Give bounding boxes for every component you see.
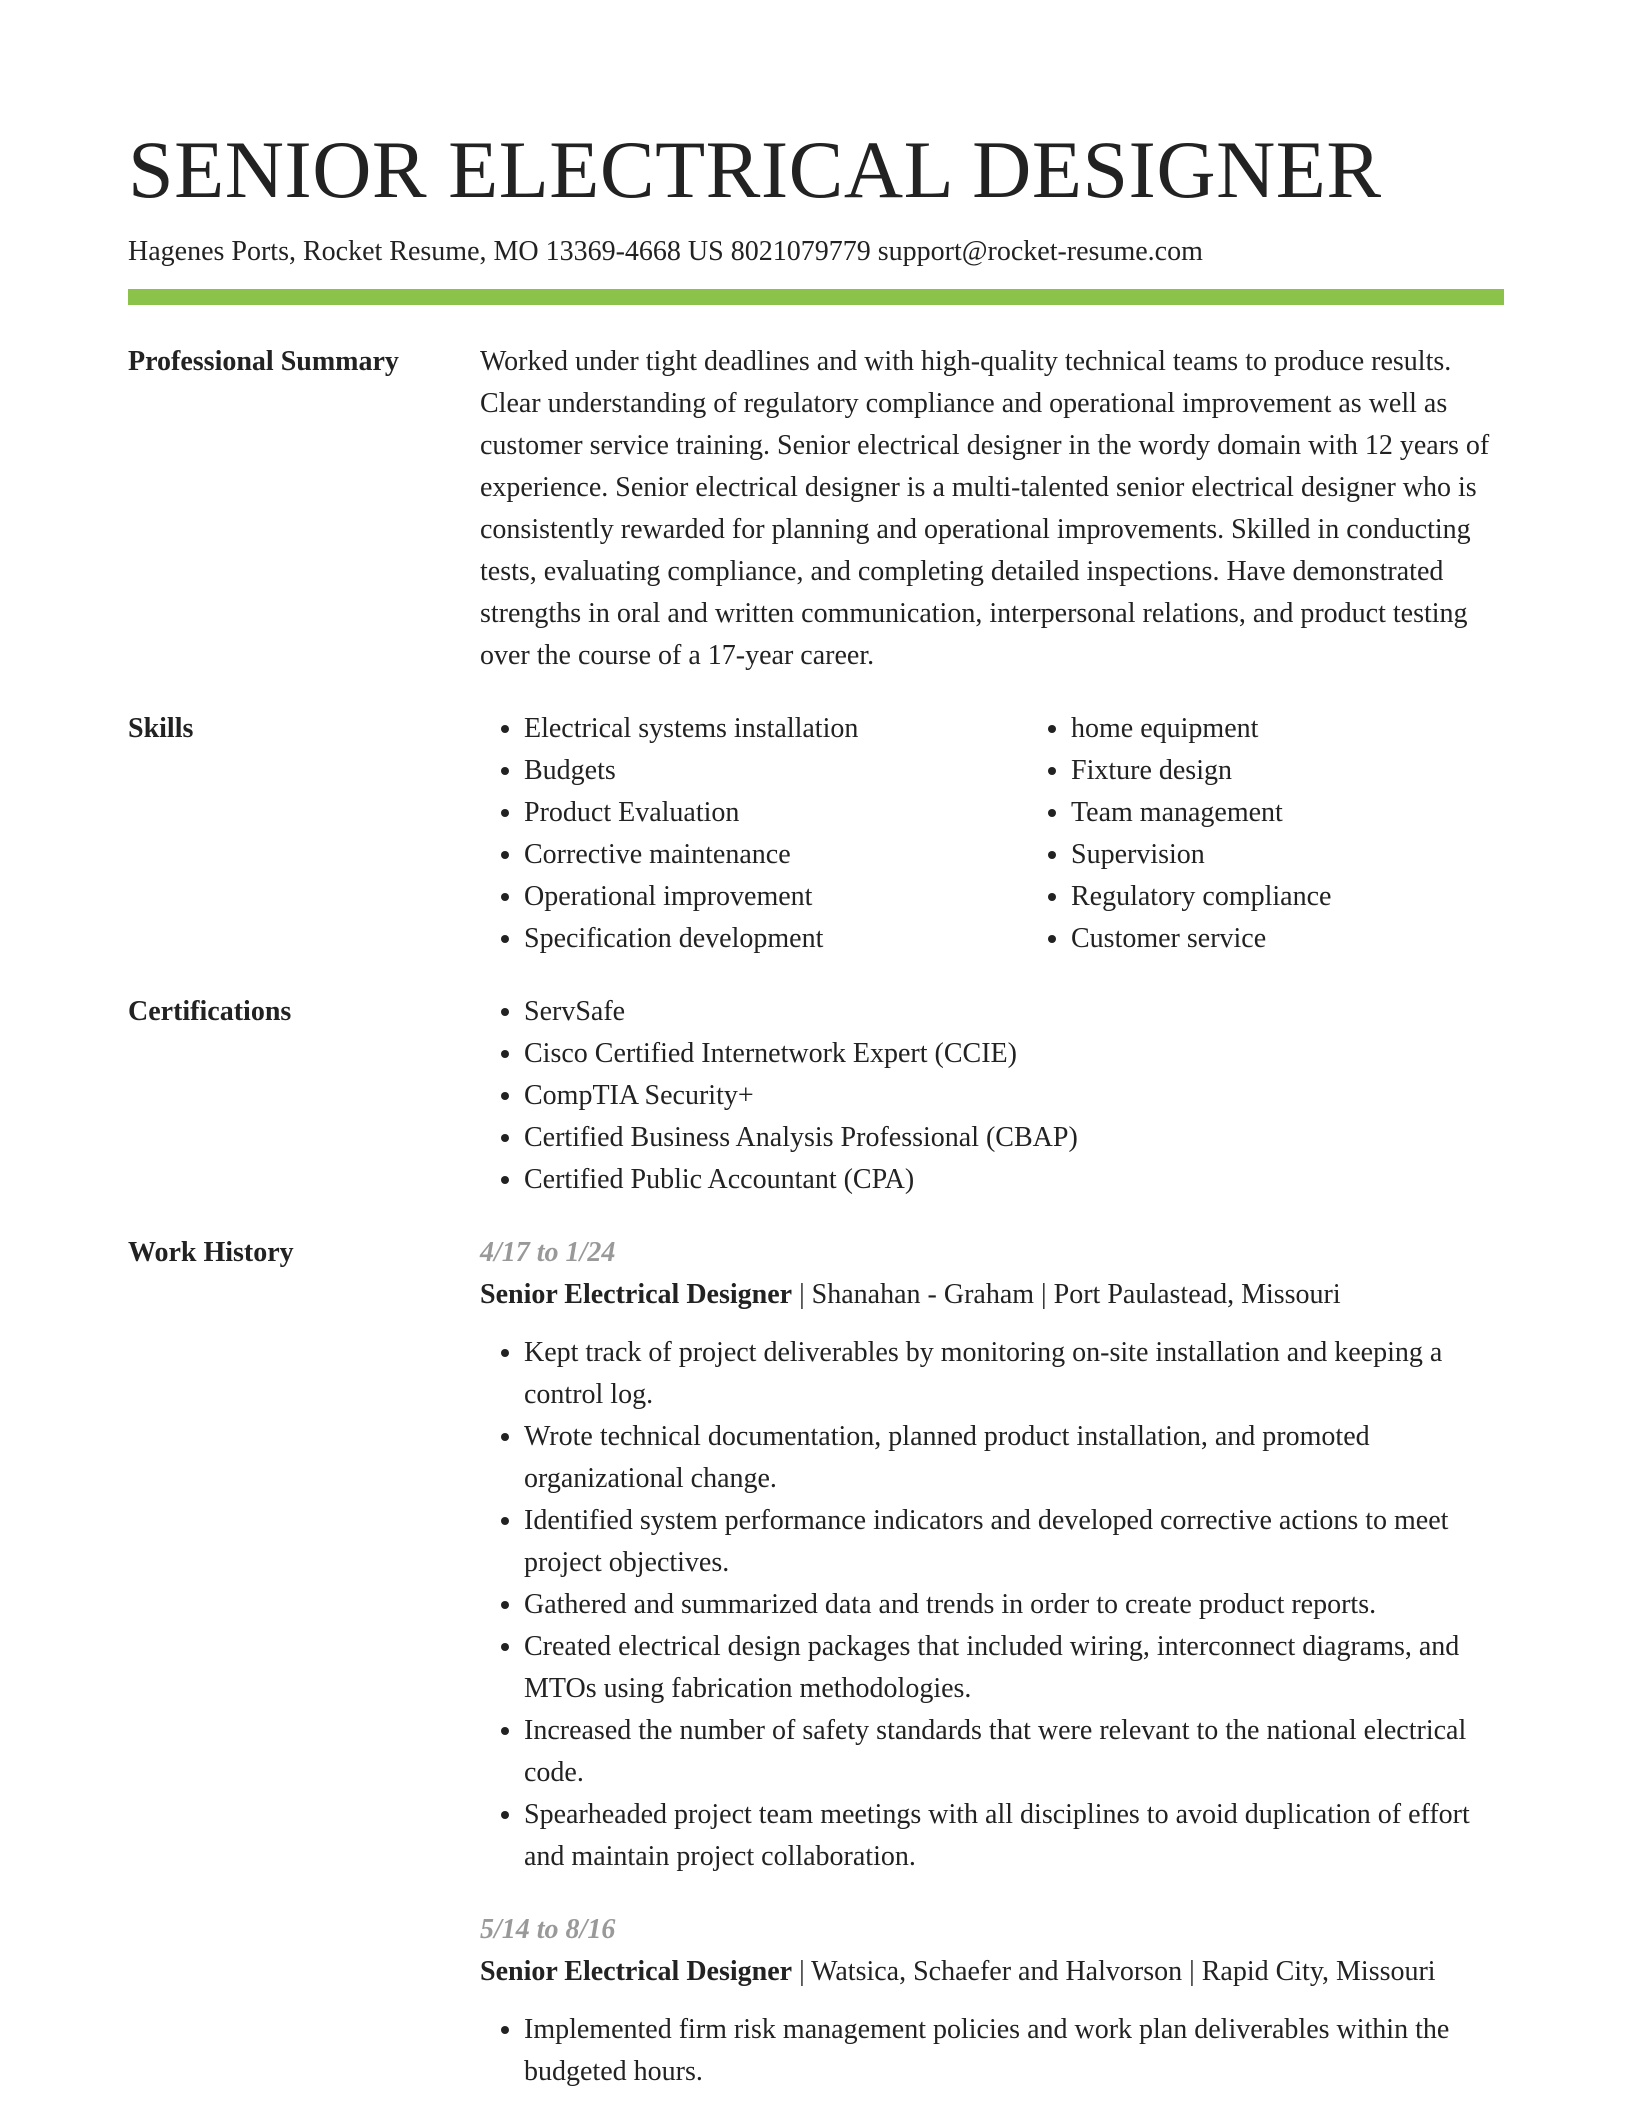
skills-section [128, 708, 1504, 960]
section-label-skills: Skills [128, 713, 194, 744]
skill-item: • home equipment [1071, 708, 1574, 750]
skill-item: • Customer service [1071, 918, 1574, 960]
certification-item: • ServSafe [524, 991, 1504, 1033]
skill-item: • Operational improvement [524, 876, 1027, 918]
job-bullet: • Wrote technical documentation, planned product installation, and promoted organizational change. [524, 1416, 1504, 1500]
job-entry [480, 1909, 1504, 2093]
job-bullet: • Implemented firm risk management policies and work plan deliverables within the budgeted hours. [524, 2009, 1504, 2093]
resume-page [128, 118, 1504, 2093]
skills-list-left [480, 708, 1027, 960]
section-label-certifications: Certifications [128, 996, 292, 1027]
job-bullet: • Spearheaded project team meetings with all disciplines to avoid duplication of effort and maintain project collaboration. [524, 1794, 1504, 1878]
job-title: Senior Electrical Designer [480, 1956, 793, 1987]
job-dates: 4/17 to 1/24 [480, 1237, 616, 1268]
job-bullets [480, 1332, 1504, 1878]
skill-item: • Regulatory compliance [1071, 876, 1574, 918]
certification-item: • Certified Public Accountant (CPA) [524, 1159, 1504, 1201]
summary-section [128, 341, 1504, 677]
skill-item: • Budgets [524, 750, 1027, 792]
job-bullets [480, 2009, 1504, 2093]
certification-item: • Certified Business Analysis Professional (CBAP) [524, 1117, 1504, 1159]
job-entry [480, 1232, 1504, 1878]
skill-item: • Specification development [524, 918, 1027, 960]
job-dates: 5/14 to 8/16 [480, 1914, 616, 1945]
job-bullet: • Identified system performance indicators and developed corrective actions to meet project objectives. [524, 1500, 1504, 1584]
section-label-summary: Professional Summary [128, 346, 399, 377]
work-history-section [128, 1232, 1504, 2093]
job-details: | Watsica, Schaefer and Halvorson | Rapid City, Missouri [792, 1956, 1436, 1987]
job-heading [480, 1951, 1504, 1993]
skill-item: • Product Evaluation [524, 792, 1027, 834]
job-bullet: • Created electrical design packages that included wiring, interconnect diagrams, and MTOs using fabrication methodologies. [524, 1626, 1504, 1710]
skill-item: • Fixture design [1071, 750, 1574, 792]
certification-item: • Cisco Certified Internetwork Expert (CCIE) [524, 1033, 1504, 1075]
job-details: | Shanahan - Graham | Port Paulastead, Missouri [792, 1279, 1341, 1310]
skill-item: • Team management [1071, 792, 1574, 834]
section-label-work-history: Work History [128, 1237, 294, 1268]
certification-item: • CompTIA Security+ [524, 1075, 1504, 1117]
summary-text: Worked under tight deadlines and with high-quality technical teams to produce results. Clear understanding of regulatory compliance and operational improvement as well as customer service training. Senior electrical designer in the wordy domain with 12 years of experience. Senior electrical designer is a multi-talented senior electrical designer who is consistently rewarded for planning and operational improvements. Skilled in conducting tests, evaluating compliance, and completing detailed inspections. Have demonstrated strengths in oral and written communication, interpersonal relations, and product testing over the course of a 17-year career. [480, 346, 1490, 671]
job-bullet: • Gathered and summarized data and trends in order to create product reports. [524, 1584, 1504, 1626]
header-divider [128, 289, 1504, 305]
skill-item: • Supervision [1071, 834, 1574, 876]
job-bullet: • Increased the number of safety standards that were relevant to the national electrical code. [524, 1710, 1504, 1794]
resume-title: SENIOR ELECTRICAL DESIGNER [128, 124, 1382, 215]
skills-list-right [1027, 708, 1574, 960]
job-bullet: • Kept track of project deliverables by monitoring on-site installation and keeping a control log. [524, 1332, 1504, 1416]
skill-item: • Electrical systems installation [524, 708, 1027, 750]
job-title: Senior Electrical Designer [480, 1279, 793, 1310]
certifications-list [480, 991, 1504, 1201]
skill-item: • Corrective maintenance [524, 834, 1027, 876]
certifications-section [128, 991, 1504, 1201]
job-heading [480, 1274, 1504, 1316]
contact-line: Hagenes Ports, Rocket Resume, MO 13369-4668 US 8021079779 support@rocket-resume.com [128, 236, 1203, 267]
